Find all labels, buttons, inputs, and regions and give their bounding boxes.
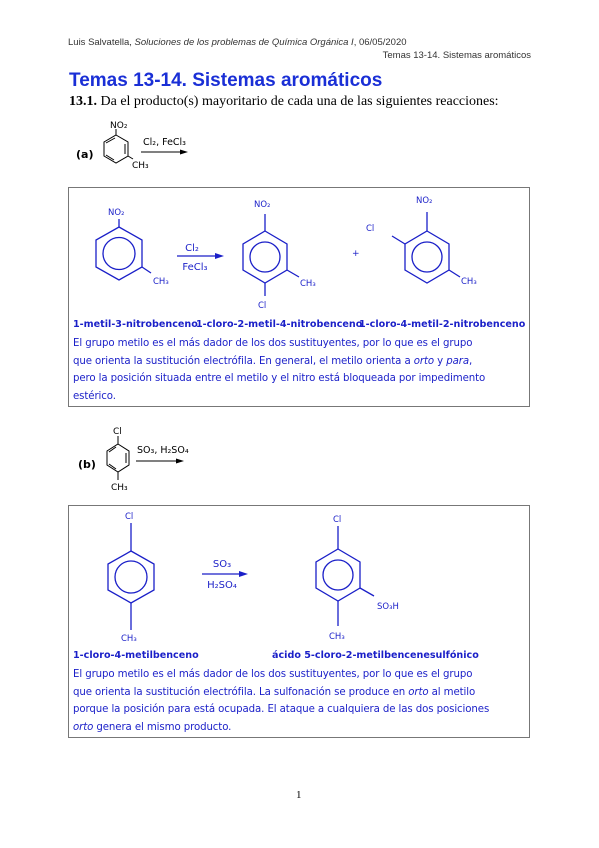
compound-name-b1: 1-cloro-4-metilbenceno — [73, 650, 199, 661]
answer-a-reagent-bottom: FeCl₃ — [182, 262, 208, 273]
product2-cl-label: Cl — [366, 224, 375, 234]
reactant-no2-label: NO₂ — [108, 208, 125, 218]
compound-name-a2: 1-cloro-2-metil-4-nitrobenceno — [196, 319, 363, 330]
reagents-b: SO₃, H₂SO₄ — [137, 445, 189, 456]
toluene-nitro-ring — [104, 129, 133, 163]
reactant-b-cl-label: Cl — [125, 512, 134, 522]
answer-b-reagent-bottom: H₂SO₄ — [207, 580, 237, 591]
answer-arrow-a — [177, 253, 224, 259]
answer-box-a — [68, 187, 530, 407]
explanation-b-line3: porque la posición para está ocupada. El ataque a cualquiera de las dos posiciones — [73, 704, 490, 715]
reaction-b-scheme — [70, 420, 210, 500]
answer-a-structures — [69, 188, 529, 336]
header-left — [68, 37, 407, 48]
explanation-a-line2: que orienta la sustitución electrófila. En general, el metilo orienta a orto y para, — [73, 355, 473, 367]
reaction-arrow-a — [141, 150, 188, 155]
compound-name-a1: 1-metil-3-nitrobenceno — [73, 319, 198, 330]
product1-ch3-label: CH₃ — [300, 279, 316, 289]
product1-no2-label: NO₂ — [254, 200, 271, 210]
product2-ch3-label: CH₃ — [461, 277, 477, 287]
answer-b-structures — [69, 506, 529, 666]
question — [69, 94, 499, 110]
question-number: 13.1. — [69, 94, 97, 109]
product2-no2-label: NO₂ — [416, 196, 433, 206]
page-title: Temas 13-14. Sistemas aromáticos — [69, 70, 383, 91]
explanation-b-line4: orto genera el mismo producto. — [73, 721, 232, 733]
question-text: Da el producto(s) mayoritario de cada una de las siguientes reacciones: — [100, 94, 499, 109]
product1-cl-label: Cl — [258, 301, 267, 311]
explanation-b-line2: que orienta la sustitución electrófila. La sulfonación se produce en orto al metilo — [73, 686, 476, 698]
header-right: Temas 13-14. Sistemas aromáticos — [382, 50, 531, 61]
b-cl-label: Cl — [113, 427, 122, 437]
answer-b-reagent-top: SO₃ — [212, 559, 232, 570]
product-b-cl-label: Cl — [333, 515, 342, 525]
chlorotoluene-ring — [107, 436, 129, 480]
product1-ring-a — [243, 214, 299, 296]
compound-name-a3: 1-cloro-4-metil-2-nitrobenceno — [359, 319, 526, 330]
product-b-so3h-label: SO₃H — [377, 602, 399, 612]
b-ch3-label: CH₃ — [111, 483, 128, 493]
explanation-a-line4: estérico. — [73, 390, 116, 402]
part-b-label: (b) — [78, 458, 96, 471]
explanation-a-line3: pero la posición situada entre el metilo y el nitro está bloqueada por impedimento — [73, 373, 486, 384]
methyl-label: CH₃ — [132, 161, 149, 171]
product2-ring-a — [392, 212, 460, 283]
header-date: , 06/05/2020 — [353, 37, 407, 48]
nitro-label: NO₂ — [110, 121, 128, 131]
answer-arrow-b — [202, 571, 248, 577]
reaction-a-scheme — [70, 118, 210, 180]
answer-a-reagent-top: Cl₂ — [185, 243, 199, 254]
reactant-ring-a — [96, 219, 151, 280]
explanation-a-line1: El grupo metilo es el más dador de los dos sustituyentes, por lo que es el grupo — [73, 338, 473, 349]
plus-sign: + — [352, 249, 360, 259]
part-a-label: (a) — [76, 148, 94, 161]
header-author: Luis Salvatella, — [68, 37, 135, 48]
answer-box-b — [68, 505, 530, 738]
reactant-ring-b — [108, 523, 154, 630]
product-ring-b — [316, 526, 374, 626]
reactant-b-ch3-label: CH₃ — [121, 634, 137, 644]
page-number: 1 — [296, 789, 302, 801]
explanation-b-line1: El grupo metilo es el más dador de los dos sustituyentes, por lo que es el grupo — [73, 669, 473, 680]
reactant-ch3-label: CH₃ — [153, 277, 169, 287]
product-b-ch3-label: CH₃ — [329, 632, 345, 642]
reagents-a: Cl₂, FeCl₃ — [143, 137, 186, 148]
explanation-b — [73, 666, 525, 736]
reaction-arrow-b — [136, 459, 184, 464]
header-book: Soluciones de los problemas de Química Orgánica I — [134, 37, 354, 48]
explanation-a — [73, 335, 525, 405]
compound-name-b2: ácido 5-cloro-2-metilbencenesulfónico — [272, 650, 479, 661]
